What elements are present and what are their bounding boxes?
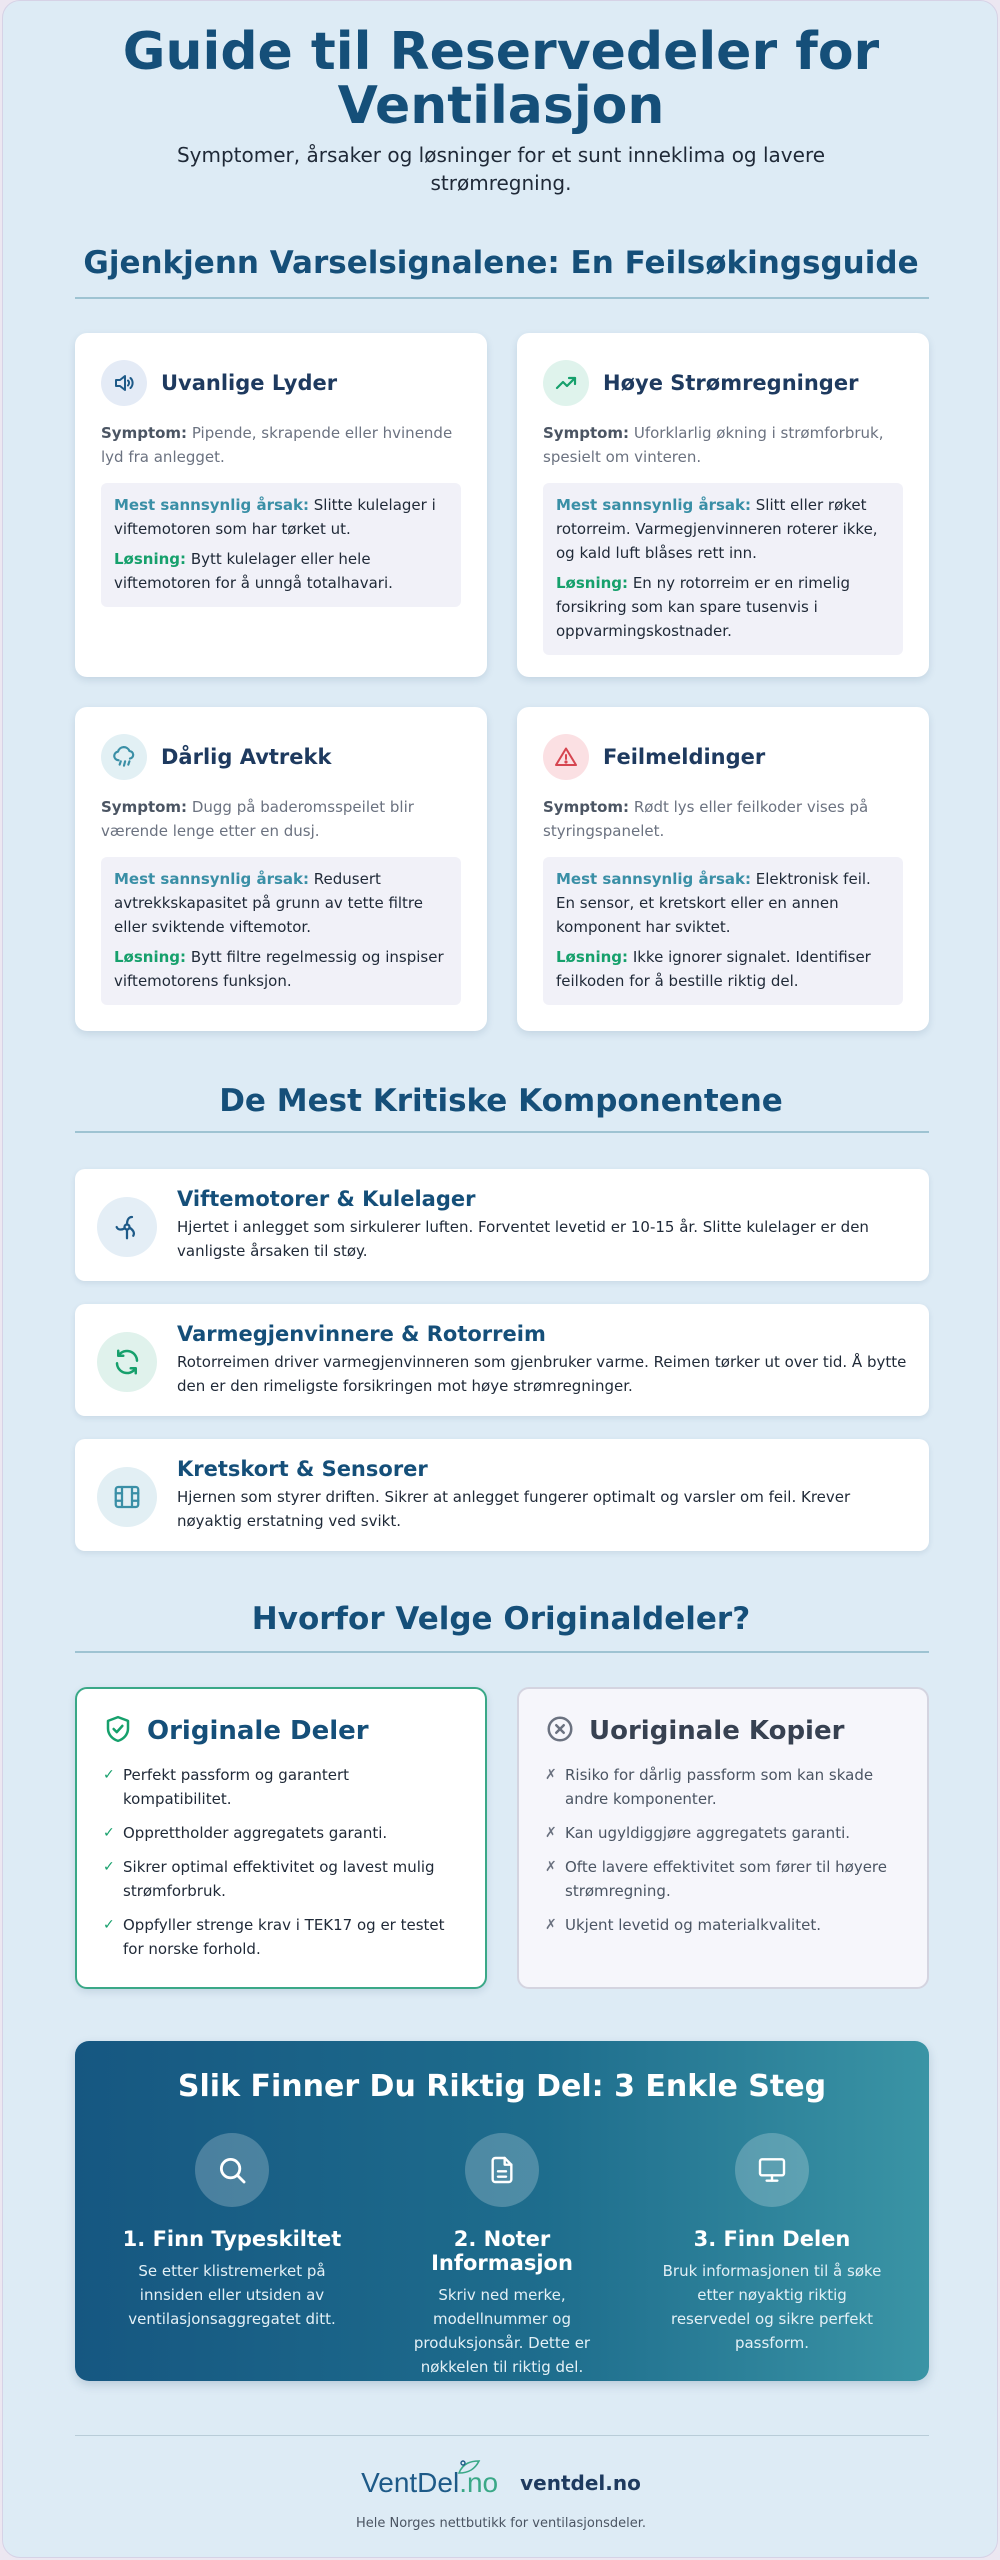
symptom-card-error — [517, 707, 929, 1031]
page-subtitle: Symptomer, årsaker og løsninger for et sunt inneklima og lavere strømregning. — [176, 143, 826, 195]
footer-brand — [3, 2467, 998, 2499]
infographic-page — [2, 0, 998, 2558]
x-circle-icon — [545, 1714, 575, 1748]
component-title: Varmegjenvinnere & Rotorreim — [177, 1322, 546, 1346]
card-title: Dårlig Avtrekk — [161, 745, 332, 769]
steps-title: Slik Finner Du Riktig Del: 3 Enkle Steg — [177, 2069, 827, 2104]
section-divider — [75, 1131, 929, 1133]
component-text: Hjertet i anlegget som sirkulerer luften. Forventet levetid er 10-15 år. Slitte kulelager er den vanligste årsaken til støy. — [177, 1218, 869, 1260]
list-item: ✗ Risiko for dårlig passform som kan skade andre komponenter. — [545, 1763, 901, 1811]
list-item: ✓ Opprettholder aggregatets garanti. — [103, 1821, 459, 1845]
trending-up-icon — [543, 360, 589, 406]
symptom-text: Symptom: Pipende, skrapende eller hvinende lyd fra anlegget. — [101, 424, 453, 466]
check-icon: ✓ — [103, 1825, 115, 1841]
component-heat-exchanger — [75, 1304, 929, 1416]
shield-check-icon — [103, 1714, 133, 1748]
footer-tagline: Hele Norges nettbutikk for ventilasjonsdeler. — [355, 2516, 646, 2531]
comparison-title: Hvorfor Velge Originaldeler? — [251, 1601, 751, 1637]
ventdel-logo: VentDel.no — [361, 2467, 498, 2499]
symptom-card-noise — [75, 333, 487, 677]
cause-box — [543, 483, 903, 655]
symptom-text: Symptom: Dugg på baderomsspeilet blir værende lenge etter en dusj. — [101, 798, 414, 840]
section-divider — [75, 1651, 929, 1653]
speaker-icon — [101, 360, 147, 406]
step-2 — [387, 2133, 617, 2379]
cross-icon: ✗ — [545, 1917, 557, 1933]
card-title: Høye Strømregninger — [603, 371, 859, 395]
fix-text: Løsning: En ny rotorreim er en rimelig forsikring som kan spare tusenvis i oppvarmingskostnader. — [556, 574, 851, 640]
refresh-icon — [97, 1332, 157, 1392]
cause-text: Mest sannsynlig årsak: Elektronisk feil. En sensor, et kretskort eller en annen komponent har sviktet. — [556, 870, 871, 936]
check-icon: ✓ — [103, 1767, 115, 1783]
step-title: 1. Finn Typeskiltet — [122, 2227, 342, 2251]
component-title: Kretskort & Sensorer — [177, 1457, 428, 1481]
list-item: ✓ Oppfyller strenge krav i TEK17 og er testet for norske forhold. — [103, 1913, 459, 1961]
symptom-text: Symptom: Rødt lys eller feilkoder vises på styringspanelet. — [543, 798, 869, 840]
footer-domain[interactable]: ventdel.no — [520, 2471, 641, 2495]
card-title: Feilmeldinger — [603, 745, 766, 769]
list-item: ✗ Ofte lavere effektivitet som fører til høyere strømregning. — [545, 1855, 901, 1903]
cross-icon: ✗ — [545, 1825, 557, 1841]
step-1 — [117, 2133, 347, 2331]
original-parts-list — [103, 1763, 459, 1961]
copies-list — [545, 1763, 901, 1937]
cause-text: Mest sannsynlig årsak: Slitte kulelager i viftemotoren som har tørket ut. — [114, 496, 436, 538]
fan-icon — [97, 1197, 157, 1257]
component-text: Hjernen som styrer driften. Sikrer at anlegget fungerer optimalt og varsler om feil. Krever nøyaktig erstatning ved svikt. — [177, 1488, 851, 1530]
component-circuit-board — [75, 1439, 929, 1551]
component-text: Rotorreimen driver varmegjenvinneren som gjenbruker varme. Reimen tørker ut over tid. Å bytte den er den rimeligste forsikringen mot høye strømregninger. — [177, 1353, 907, 1395]
footer-divider — [75, 2435, 929, 2436]
list-item: ✓ Perfekt passform og garantert kompatibilitet. — [103, 1763, 459, 1811]
copies-card — [517, 1687, 929, 1989]
leaf-icon — [457, 2459, 481, 2477]
component-fan-motor — [75, 1169, 929, 1281]
step-3 — [657, 2133, 887, 2355]
list-item: ✓ Sikrer optimal effektivitet og lavest mulig strømforbruk. — [103, 1855, 459, 1903]
cause-text: Mest sannsynlig årsak: Redusert avtrekkskapasitet på grunn av tette filtre eller sviktende viftemotor. — [114, 870, 424, 936]
fix-text: Løsning: Bytt filtre regelmessig og inspiser viftemotorens funksjon. — [114, 948, 444, 990]
card-title: Uvanlige Lyder — [161, 371, 338, 395]
warning-triangle-icon — [543, 734, 589, 780]
steps-panel — [75, 2041, 929, 2381]
original-parts-card — [75, 1687, 487, 1989]
page-title: Guide til Reservedeler for Ventilasjon — [122, 22, 880, 136]
cloud-drizzle-icon — [101, 734, 147, 780]
step-text: Skriv ned merke, modellnummer og produksjonsår. Dette er nøkkelen til riktig del. — [413, 2286, 591, 2376]
symptom-text: Symptom: Uforklarlig økning i strømforbruk, spesielt om vinteren. — [543, 424, 884, 466]
cross-icon: ✗ — [545, 1859, 557, 1875]
list-item: ✗ Kan ugyldiggjøre aggregatets garanti. — [545, 1821, 901, 1845]
search-icon — [195, 2133, 269, 2207]
document-icon — [465, 2133, 539, 2207]
check-icon: ✓ — [103, 1859, 115, 1875]
cause-box — [101, 483, 461, 607]
fix-text: Løsning: Bytt kulelager eller hele viftemotoren for å unngå totalhavari. — [114, 550, 393, 592]
component-title: Viftemotorer & Kulelager — [177, 1187, 476, 1211]
fix-text: Løsning: Ikke ignorer signalet. Identifiser feilkoden for å bestille riktig del. — [556, 948, 871, 990]
original-parts-title: Originale Deler — [147, 1716, 369, 1746]
circuit-board-icon — [97, 1467, 157, 1527]
troubleshooting-title: Gjenkjenn Varselsignalene: En Feilsøkingsguide — [83, 245, 919, 281]
step-title: 3. Finn Delen — [693, 2227, 851, 2251]
copies-title: Uoriginale Kopier — [589, 1716, 845, 1746]
step-title: 2. Noter Informasjon — [431, 2227, 573, 2275]
symptom-card-power — [517, 333, 929, 677]
cause-box — [543, 857, 903, 1005]
step-text: Se etter klistremerket på innsiden eller utsiden av ventilasjonsaggregatet ditt. — [128, 2262, 336, 2328]
check-icon: ✓ — [103, 1917, 115, 1933]
list-item: ✗ Ukjent levetid og materialkvalitet. — [545, 1913, 901, 1937]
monitor-icon — [735, 2133, 809, 2207]
components-title: De Mest Kritiske Komponentene — [219, 1083, 783, 1119]
step-text: Bruk informasjonen til å søke etter nøyaktig riktig reservedel og sikre perfekt passform. — [662, 2262, 882, 2352]
symptom-card-extraction — [75, 707, 487, 1031]
section-divider — [75, 297, 929, 299]
cause-box — [101, 857, 461, 1005]
cause-text: Mest sannsynlig årsak: Slitt eller røket rotorreim. Varmegjenvinneren roterer ikke, og kald luft blåses rett inn. — [556, 496, 878, 562]
cross-icon: ✗ — [545, 1767, 557, 1783]
